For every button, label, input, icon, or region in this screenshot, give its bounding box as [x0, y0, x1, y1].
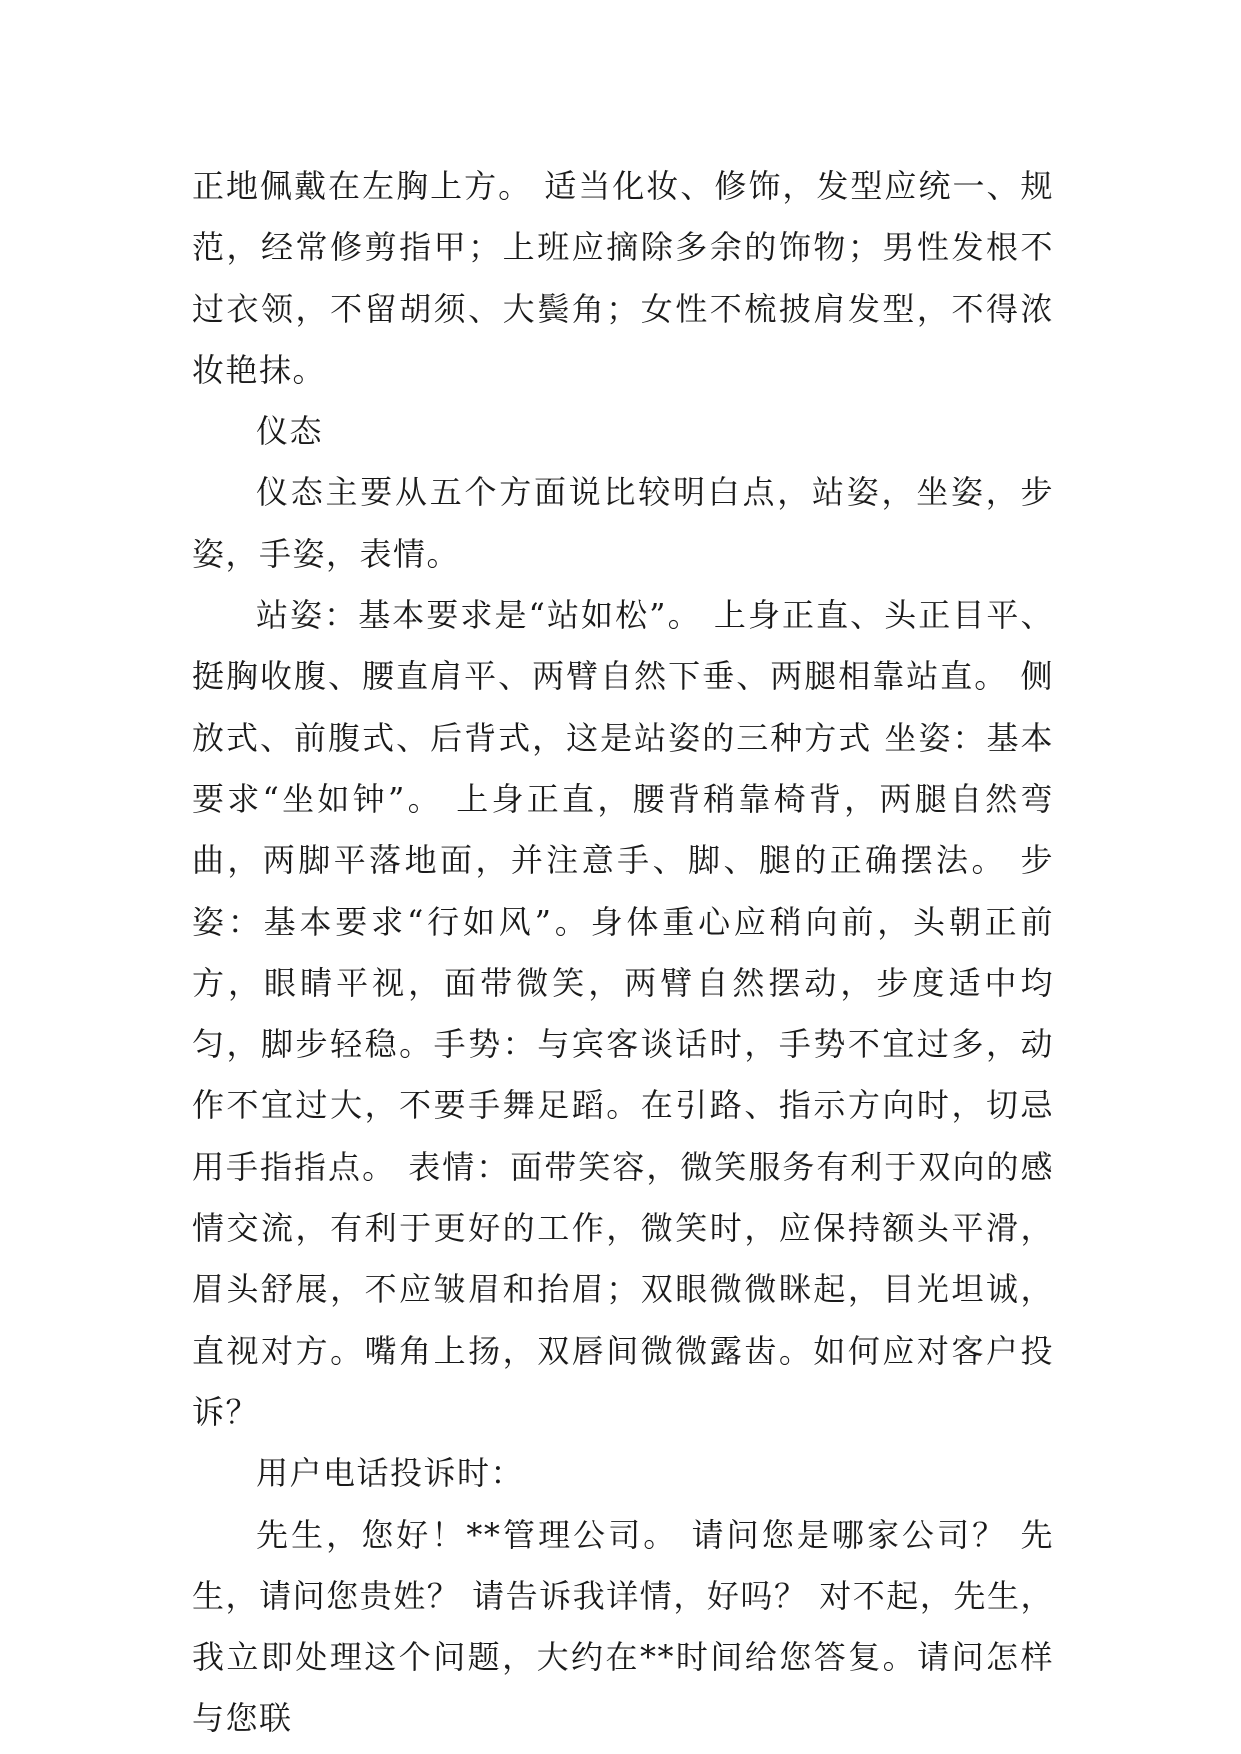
paragraph-postures: 站姿：基本要求是“站如松”。 上身正直、头正目平、挺胸收腹、腰直肩平、两臂自然下垂、两腿相靠站直。 侧放式、前腹式、后背式，这是站姿的三种方式 坐姿：基本要求“坐如钟”。 上身正直，腰背稍靠椅背，两腿自然弯曲，两脚平落地面，并注意手、脚、腿的正确摆法。 步姿：基本要求“行如风”。身体重心应稍向前，头朝正前方，眼睛平视，面带微笑，两臂自然摆动，步度适中均匀，脚步轻稳。手势：与宾客谈话时，手势不宜过多，动作不宜过大，不要手舞足蹈。在引路、指示方向时，切忌用手指指点。 表情：面带笑容，微笑服务有利于双向的感情交流，有利于更好的工作，微笑时，应保持额头平滑，眉头舒展，不应皱眉和抬眉；双眼微微眯起，目光坦诚，直视对方。嘴角上扬，双唇间微微露齿。如何应对客户投诉？ [192, 596, 1054, 1431]
paragraph-appearance-grooming: 正地佩戴在左胸上方。 适当化妆、修饰，发型应统一、规范，经常修剪指甲；上班应摘除多余的饰物；男性发根不过衣领，不留胡须、大鬓角；女性不梳披肩发型，不得浓妆艳抹。 [192, 167, 1054, 389]
paragraph-deportment-intro: 仪态主要从五个方面说比较明白点，站姿，坐姿，步姿，手姿，表情。 [192, 473, 1054, 573]
heading-deportment: 仪态 [256, 412, 324, 451]
paragraph-phone-script: 先生，您好！**管理公司。 请问您是哪家公司？ 先生，请问您贵姓？ 请告诉我详情，好吗？ 对不起，先生，我立即处理这个问题，大约在**时间给您答复。请问怎样与您联 [192, 1515, 1054, 1738]
heading-phone-complaint: 用户电话投诉时： [256, 1454, 525, 1493]
document-body [192, 156, 1054, 1750]
